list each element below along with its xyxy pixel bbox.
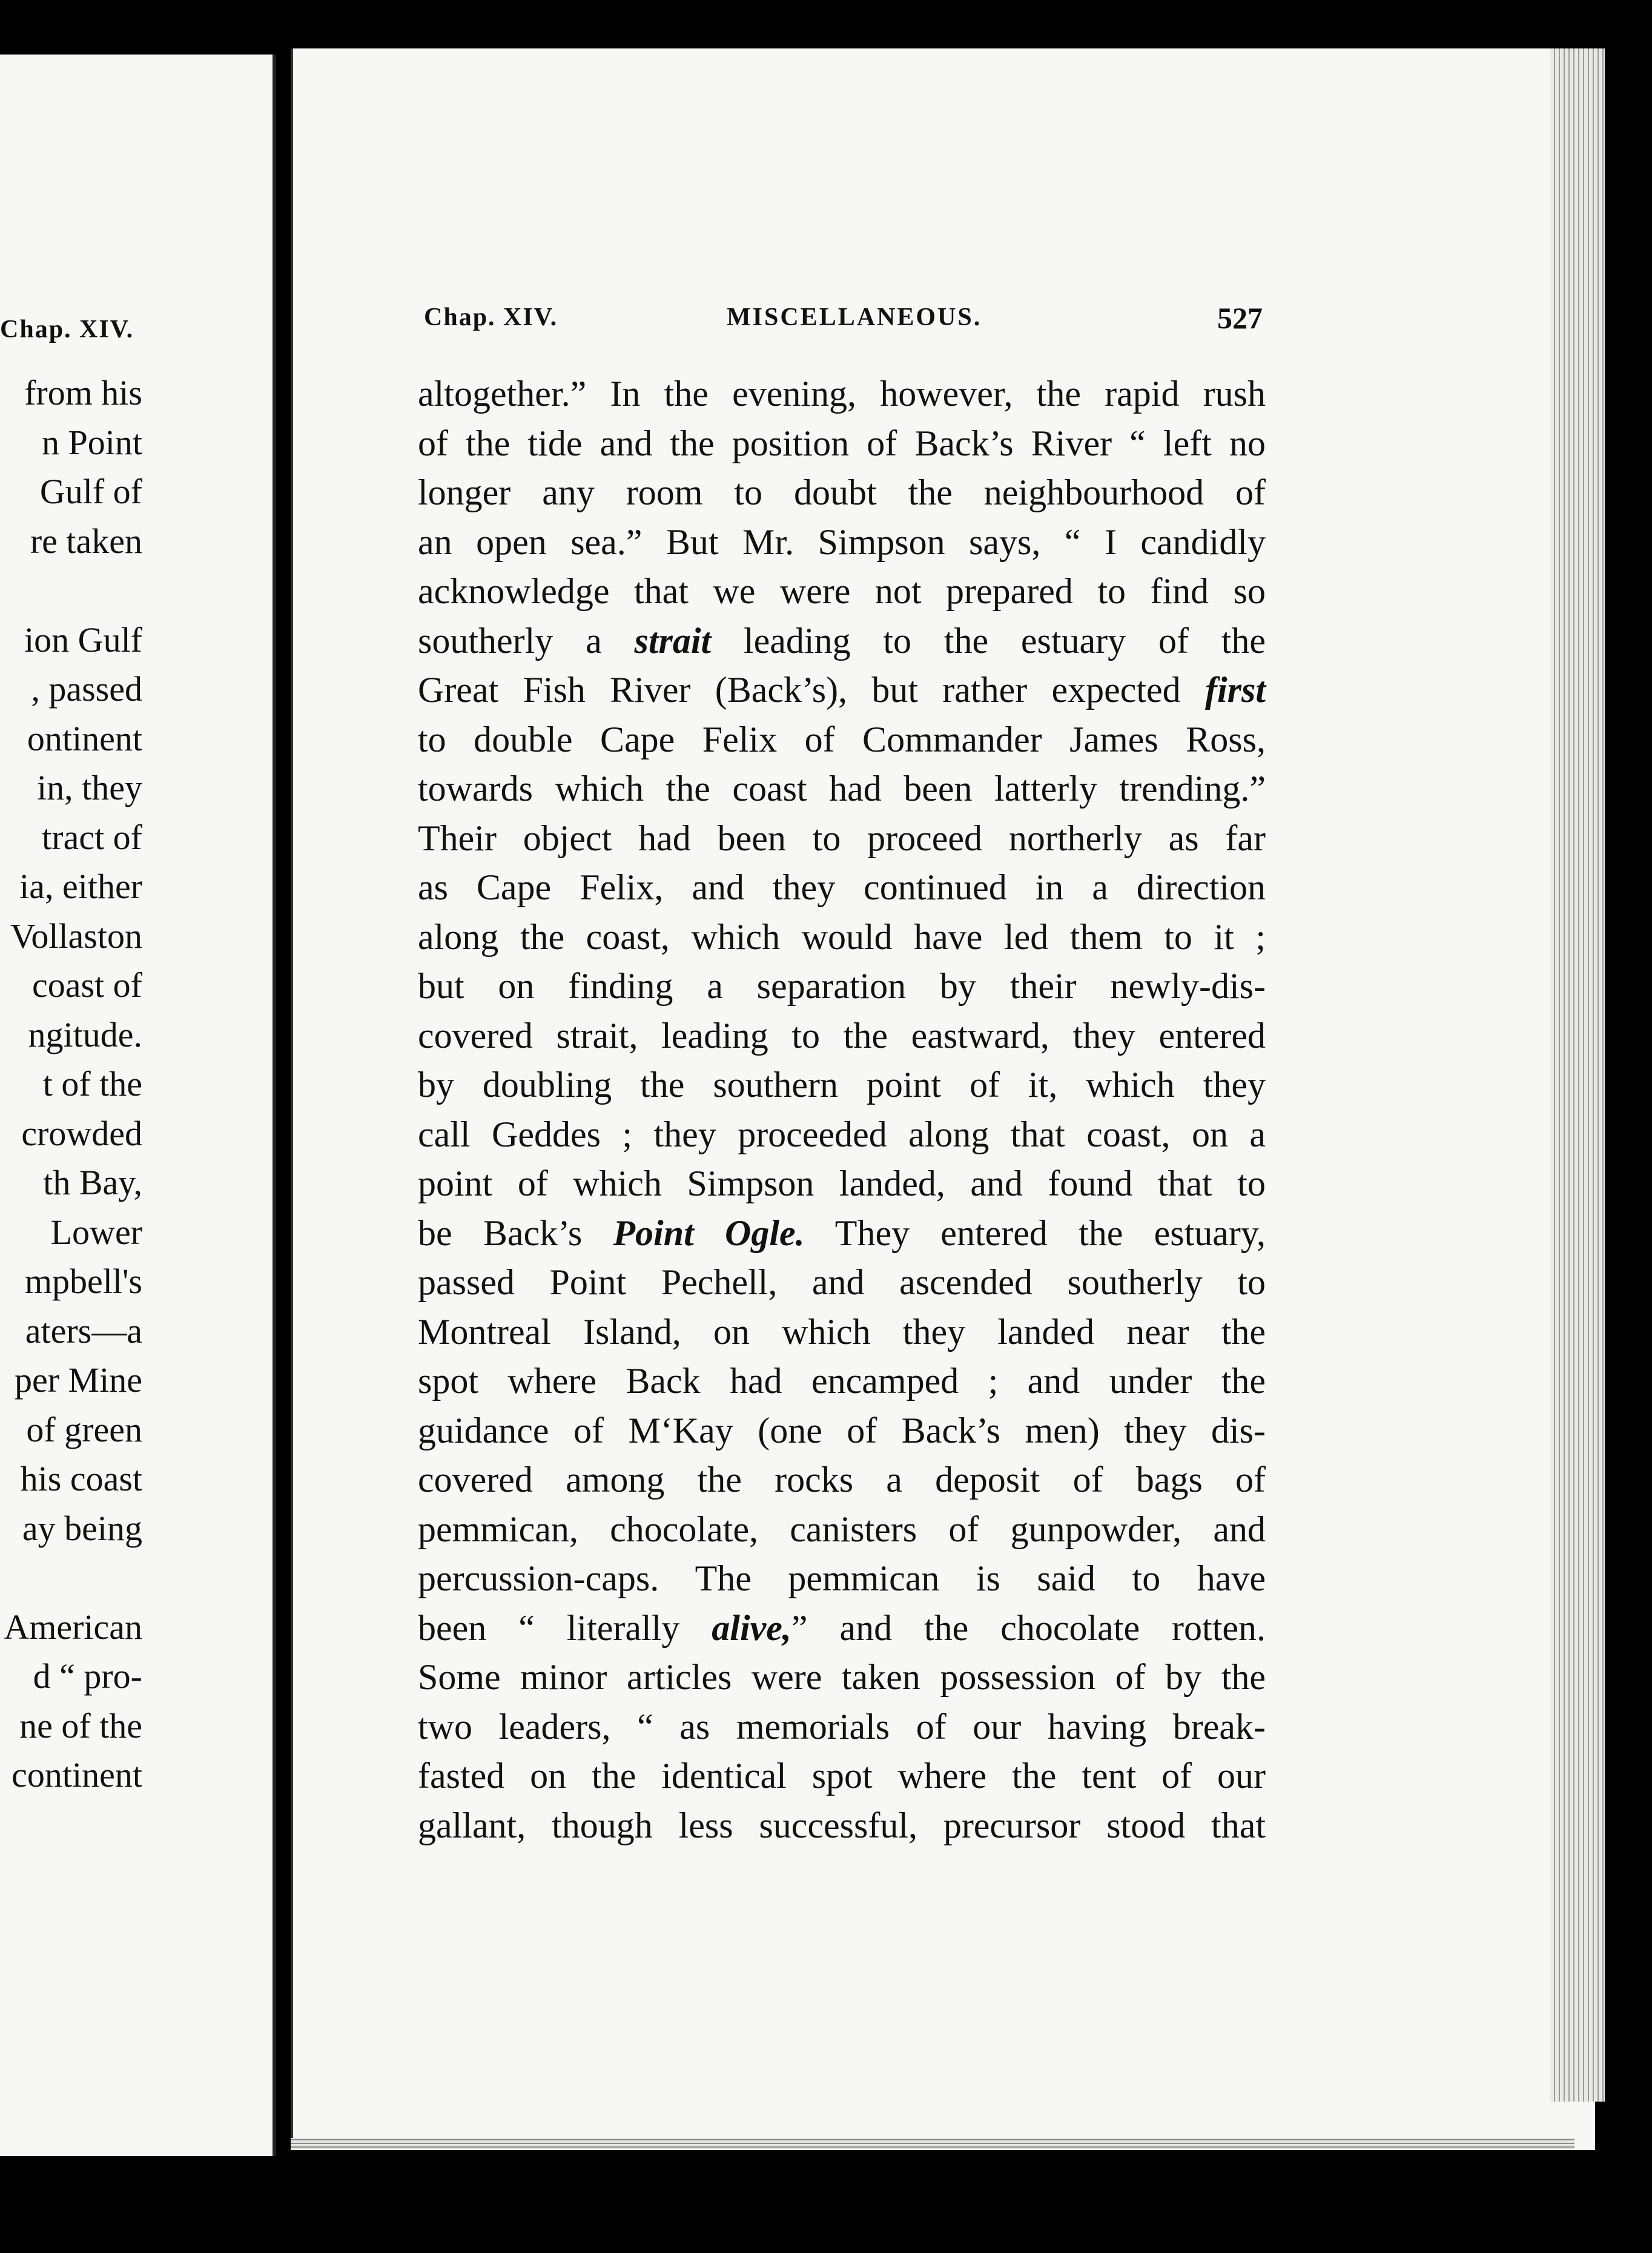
text-run: two leaders, “ as memorials of our having break- bbox=[418, 1706, 1266, 1747]
text-run: as Cape Felix, and they continued in a direction bbox=[418, 867, 1266, 907]
text-line bbox=[418, 369, 1266, 419]
text-line bbox=[418, 617, 1266, 666]
text-line-content bbox=[418, 1406, 1266, 1456]
text-line bbox=[418, 1308, 1266, 1357]
text-line-content bbox=[418, 419, 1266, 469]
text-run: covered among the rocks a deposit of bags of bbox=[418, 1460, 1266, 1500]
left-page-line: from his bbox=[24, 373, 142, 412]
page-bottom-edge-decoration bbox=[291, 2138, 1574, 2150]
text-line bbox=[418, 666, 1266, 715]
text-line-content bbox=[418, 617, 1266, 666]
left-page-line: crowded bbox=[21, 1113, 142, 1153]
text-run: leading to the estuary of the bbox=[711, 620, 1266, 661]
text-run: by doubling the southern point of it, which they bbox=[418, 1065, 1266, 1105]
text-line bbox=[418, 1110, 1266, 1160]
italic-text: strait bbox=[634, 620, 712, 661]
text-run: to double Cape Felix of Commander James Ross, bbox=[418, 719, 1266, 759]
text-line-content bbox=[418, 1258, 1266, 1308]
text-line-content bbox=[418, 1554, 1266, 1604]
text-line bbox=[418, 468, 1266, 518]
text-run: towards which the coast had been latterly trending.” bbox=[418, 769, 1266, 809]
text-run: percussion-caps. The pemmican is said to have bbox=[418, 1558, 1266, 1598]
text-line bbox=[418, 518, 1266, 567]
page-edges-decoration bbox=[1550, 48, 1605, 2102]
text-line bbox=[418, 419, 1266, 469]
text-run: been “ literally bbox=[418, 1607, 712, 1648]
text-line-content bbox=[418, 913, 1266, 962]
left-page-line: in, they bbox=[37, 768, 142, 807]
italic-text: Point Ogle. bbox=[613, 1213, 805, 1253]
text-line bbox=[418, 764, 1266, 814]
text-line bbox=[418, 1406, 1266, 1456]
text-line bbox=[418, 1505, 1266, 1555]
text-run: point of which Simpson landed, and found that to bbox=[418, 1163, 1266, 1203]
text-line-content bbox=[418, 1702, 1266, 1752]
left-page-line: per Mine bbox=[15, 1360, 142, 1400]
left-page-line: Gulf of bbox=[39, 472, 142, 511]
left-page-line: ngitude. bbox=[28, 1014, 142, 1054]
text-line bbox=[418, 1702, 1266, 1752]
text-run: of the tide and the position of Back’s River “ left no bbox=[418, 423, 1266, 463]
text-line-content bbox=[418, 1752, 1266, 1801]
body-text bbox=[418, 369, 1266, 1850]
text-run: fasted on the identical spot where the tent of our bbox=[418, 1756, 1266, 1796]
text-run: Montreal Island, on which they landed near the bbox=[418, 1311, 1266, 1352]
left-page-line: his coast bbox=[20, 1459, 142, 1498]
left-page-line: American bbox=[4, 1607, 142, 1647]
left-page-line: ia, either bbox=[19, 867, 142, 906]
text-line-content bbox=[418, 715, 1266, 765]
text-line-content bbox=[418, 1159, 1266, 1209]
left-page-line: Vollaston bbox=[10, 916, 142, 956]
text-run: Great Fish River (Back’s), but rather expected bbox=[418, 670, 1205, 710]
text-line bbox=[418, 1752, 1266, 1801]
left-page-line: n Point bbox=[42, 422, 142, 462]
text-line bbox=[418, 1159, 1266, 1209]
text-run: Some minor articles were taken possession of by the bbox=[418, 1657, 1266, 1697]
text-line bbox=[418, 1011, 1266, 1061]
text-line bbox=[418, 863, 1266, 913]
running-head-chapter: Chap. XIV. bbox=[424, 303, 558, 331]
text-run: but on finding a separation by their newly-dis- bbox=[418, 966, 1266, 1006]
text-line-content bbox=[418, 1801, 1266, 1851]
text-run: along the coast, which would have led them to it ; bbox=[418, 916, 1266, 957]
text-line bbox=[418, 1060, 1266, 1110]
text-run: altogether.” In the evening, however, the rapid rush bbox=[418, 374, 1266, 414]
text-line-content bbox=[418, 863, 1266, 913]
text-run: call Geddes ; they proceeded along that coast, on a bbox=[418, 1114, 1266, 1154]
text-run: southerly a bbox=[418, 620, 635, 661]
text-run: longer any room to doubt the neighbourhood of bbox=[418, 472, 1266, 512]
left-page-line: mpbell's bbox=[24, 1262, 142, 1301]
left-page-line: ne of the bbox=[19, 1705, 142, 1745]
text-line-content bbox=[418, 1060, 1266, 1110]
text-run: be Back’s bbox=[418, 1213, 613, 1253]
text-run: acknowledge that we were not prepared to find so bbox=[418, 571, 1266, 611]
text-line bbox=[418, 913, 1266, 962]
left-page-line: aters—a bbox=[25, 1311, 142, 1351]
text-line-content bbox=[418, 764, 1266, 814]
text-line-content bbox=[418, 1455, 1266, 1505]
text-line-content bbox=[418, 1505, 1266, 1555]
left-page-line: ay being bbox=[22, 1508, 142, 1548]
left-page-line: re taken bbox=[30, 521, 142, 561]
left-page-line: , passed bbox=[31, 669, 142, 709]
text-line-content bbox=[418, 1653, 1266, 1702]
left-page-line: coast of bbox=[32, 965, 142, 1005]
text-line-content bbox=[418, 1209, 1266, 1259]
text-run: covered strait, leading to the eastward, they entered bbox=[418, 1015, 1266, 1056]
text-line-content bbox=[418, 1357, 1266, 1406]
left-page-line: th Bay, bbox=[43, 1163, 142, 1202]
text-line-content bbox=[418, 468, 1266, 518]
text-line bbox=[418, 1357, 1266, 1406]
left-page-line: continent bbox=[12, 1755, 142, 1795]
text-line-content bbox=[418, 666, 1266, 715]
text-line bbox=[418, 567, 1266, 617]
text-line-content bbox=[418, 962, 1266, 1011]
text-line-content bbox=[418, 1308, 1266, 1357]
text-line bbox=[418, 1653, 1266, 1702]
text-line-content bbox=[418, 518, 1266, 567]
text-line-content bbox=[418, 1604, 1266, 1653]
text-line bbox=[418, 962, 1266, 1011]
text-line bbox=[418, 1604, 1266, 1653]
text-line-content bbox=[418, 567, 1266, 617]
left-page-line: ion Gulf bbox=[24, 620, 142, 660]
left-running-head: Chap. XIV. bbox=[0, 316, 134, 343]
left-page-line: t of the bbox=[42, 1064, 142, 1103]
text-line bbox=[418, 1455, 1266, 1505]
text-line bbox=[418, 1209, 1266, 1259]
text-line-content bbox=[418, 369, 1266, 419]
text-run: Their object had been to proceed northerly as far bbox=[418, 818, 1266, 858]
text-line bbox=[418, 814, 1266, 864]
text-line-content bbox=[418, 814, 1266, 864]
text-run: spot where Back had encamped ; and under the bbox=[418, 1361, 1266, 1401]
left-page-line: of green bbox=[26, 1409, 142, 1449]
running-head bbox=[424, 303, 1263, 339]
italic-text: first bbox=[1204, 670, 1266, 710]
text-run: an open sea.” But Mr. Simpson says, “ I candidly bbox=[418, 521, 1266, 562]
left-page-line: ontinent bbox=[27, 718, 142, 758]
text-line bbox=[418, 715, 1266, 765]
left-page-line: d “ pro- bbox=[33, 1656, 142, 1696]
text-run: passed Point Pechell, and ascended southerly to bbox=[418, 1262, 1266, 1302]
text-run: gallant, though less successful, precursor stood that bbox=[418, 1805, 1266, 1845]
text-run: guidance of M‘Kay (one of Back’s men) they dis- bbox=[418, 1410, 1266, 1451]
text-line bbox=[418, 1258, 1266, 1308]
text-line-content bbox=[418, 1110, 1266, 1160]
italic-text: alive, bbox=[712, 1607, 791, 1648]
left-page-line: tract of bbox=[42, 817, 142, 857]
text-run: pemmican, chocolate, canisters of gunpowder, and bbox=[418, 1509, 1266, 1549]
text-line-content bbox=[418, 1011, 1266, 1061]
page-number: 527 bbox=[1217, 301, 1263, 335]
text-line bbox=[418, 1801, 1266, 1851]
running-head-title: MISCELLANEOUS. bbox=[727, 303, 982, 331]
text-line bbox=[418, 1554, 1266, 1604]
facing-page-left bbox=[0, 55, 276, 2156]
left-page-line: Lower bbox=[50, 1212, 142, 1252]
text-run: They entered the estuary, bbox=[804, 1213, 1266, 1253]
text-run: ” and the chocolate rotten. bbox=[791, 1607, 1266, 1648]
